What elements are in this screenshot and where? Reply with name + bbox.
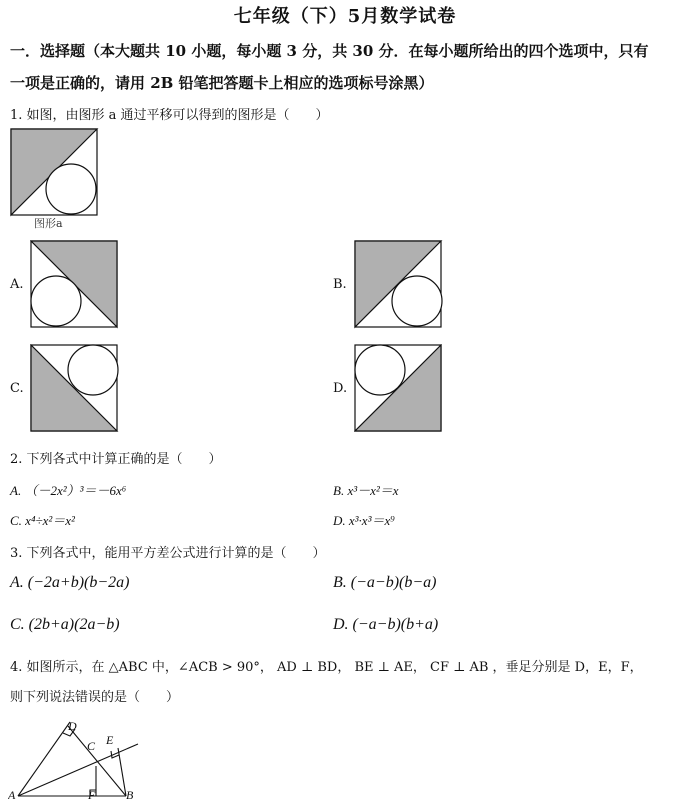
q3-option-a[interactable]: A. (−2a+b)(b−2a)	[10, 574, 130, 591]
q1-option-b-figure[interactable]	[354, 240, 444, 330]
q3-option-b[interactable]: B. (−a−b)(b−a)	[333, 574, 437, 591]
triangle-figure	[8, 716, 148, 800]
q3-option-d[interactable]: D. (−a−b)(b+a)	[333, 616, 439, 633]
section-heading-line2: 一项是正确的，请用 2B 铅笔把答题卡上相应的选项标号涂黑）	[10, 74, 434, 92]
question-4-line1: 4. 如图所示，在 △ABC 中，∠ACB > 90°， AD ⊥ BD， BE ⊥ AE， CF ⊥ AB ，垂足分别是 D，E，F，	[10, 660, 643, 675]
q1-option-a-label[interactable]: A.	[10, 277, 24, 292]
question-4-line2: 则下列说法错误的是（ ）	[10, 690, 180, 705]
label-a: A	[8, 788, 16, 800]
label-e: E	[106, 733, 114, 747]
q1-option-c-label[interactable]: C.	[10, 381, 24, 396]
q2-option-b[interactable]: B. x³－x²＝x	[333, 483, 399, 498]
label-b: B	[126, 788, 134, 800]
label-c: C	[87, 739, 96, 753]
q1-option-a-figure[interactable]	[30, 240, 120, 330]
q1-option-d-figure[interactable]	[354, 344, 444, 434]
label-d: D	[68, 719, 77, 733]
q2-option-d[interactable]: D. x³·x³＝x⁹	[333, 513, 395, 528]
page-title: 七年级（下）5月数学试卷	[233, 6, 457, 27]
q1-option-c-figure[interactable]	[30, 344, 120, 434]
section-heading-line1: 一．选择题（本大题共 10 小题，每小题 3 分，共 30 分．在每小题所给出的四个选项中，只有	[10, 42, 649, 60]
label-f: F	[88, 788, 96, 800]
q1-option-d-label[interactable]: D.	[333, 381, 348, 396]
figure-a	[10, 128, 100, 218]
question-2-text: 2. 下列各式中计算正确的是（ ）	[10, 452, 222, 467]
question-1-text: 1. 如图，由图形 a 通过平移可以得到的图形是（ ）	[10, 108, 329, 123]
figure-a-caption: 图形a	[34, 217, 63, 230]
q1-option-b-label[interactable]: B.	[333, 277, 347, 292]
q2-option-c[interactable]: C. x⁴÷x²＝x²	[10, 513, 75, 528]
q3-option-c[interactable]: C. (2b+a)(2a−b)	[10, 616, 120, 633]
question-3-text: 3. 下列各式中，能用平方差公式进行计算的是（ ）	[10, 546, 326, 561]
q2-option-a[interactable]: A. （－2x²）³＝－6x⁶	[10, 483, 127, 498]
